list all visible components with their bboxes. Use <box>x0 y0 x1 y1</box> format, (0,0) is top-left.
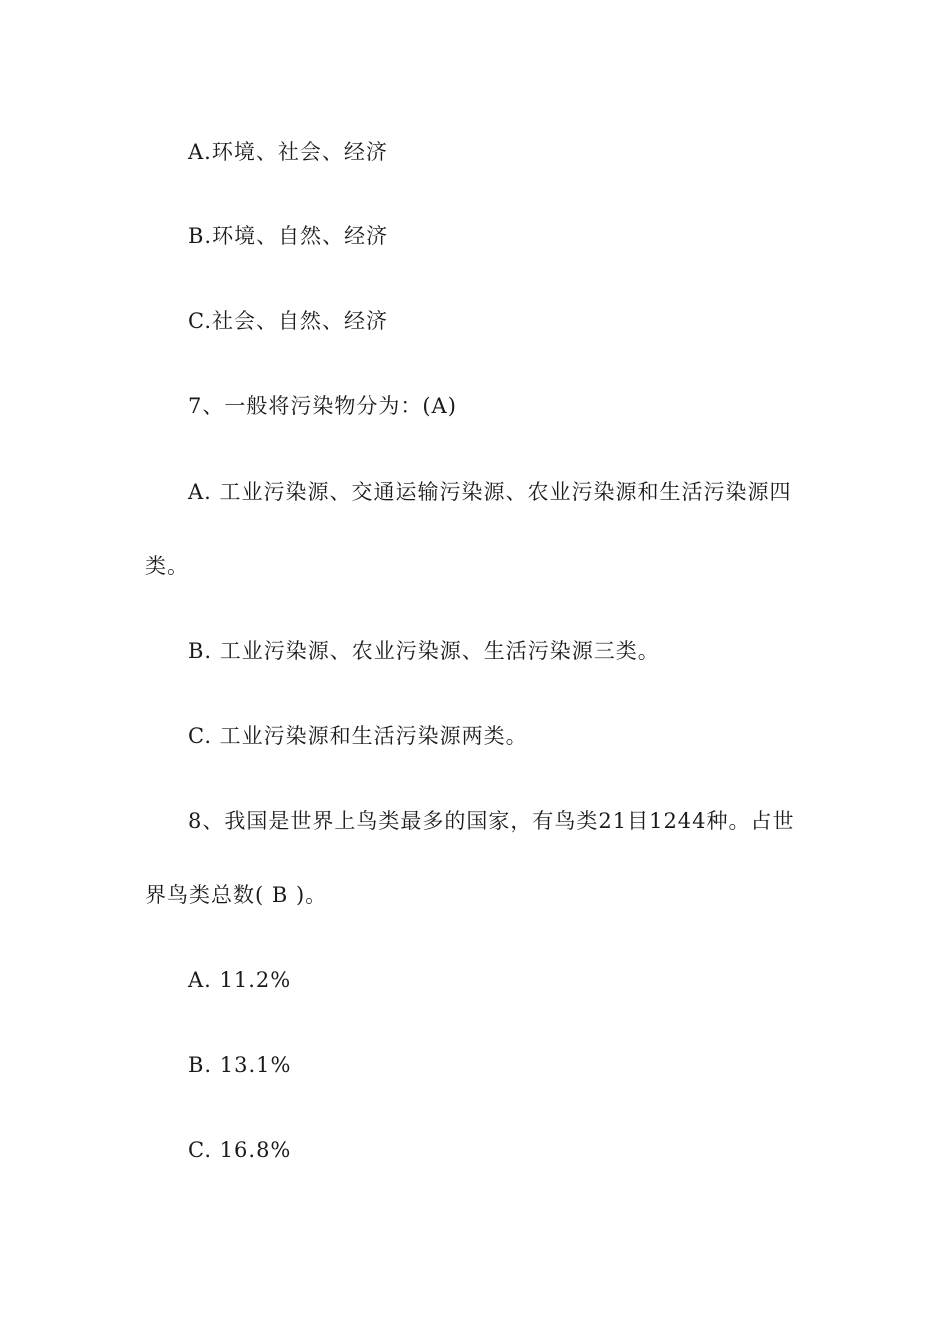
q7-option-c: C. 工业污染源和生活污染源两类。 <box>188 724 528 748</box>
q7-option-a-line1: A. 工业污染源、交通运输污染源、农业污染源和生活污染源四 <box>188 480 792 504</box>
q6-option-b: B.环境、自然、经济 <box>188 224 389 248</box>
q6-option-a: A.环境、社会、经济 <box>188 140 388 164</box>
q8-option-b: B. 13.1% <box>188 1053 292 1077</box>
q7-question: 7、一般将污染物分为：(A) <box>188 394 457 418</box>
q6-option-c: C.社会、自然、经济 <box>188 309 388 333</box>
q7-option-b: B. 工业污染源、农业污染源、生活污染源三类。 <box>188 639 660 663</box>
q8-question-line2: 界鸟类总数( B )。 <box>145 883 328 907</box>
q7-option-a-line2: 类。 <box>145 554 189 578</box>
q8-option-a: A. 11.2% <box>188 968 292 992</box>
q8-question-line1: 8、我国是世界上鸟类最多的国家，有鸟类21目1244种。占世 <box>188 809 795 833</box>
q8-option-c: C. 16.8% <box>188 1138 292 1162</box>
